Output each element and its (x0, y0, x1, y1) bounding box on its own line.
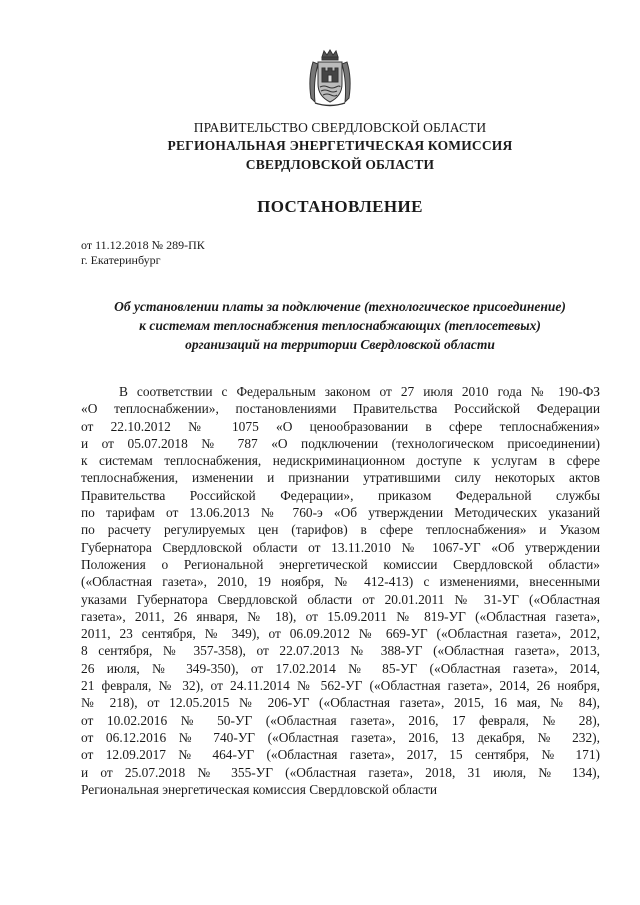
document-city: г. Екатеринбург (81, 253, 161, 267)
body-line: от 10.02.2016 № 50-УГ («Областная газета», 2016, 17 февраля, № 28), (81, 712, 600, 728)
coat-of-arms-icon (305, 48, 355, 108)
body-line: Региональная энергетическая комиссия Свердловской области (81, 781, 438, 797)
body-line: по тарифам от 13.06.2013 № 760-э «Об утверждении Методических указаний (81, 505, 600, 521)
body-line: Правительства Российской Федерации», приказом Федеральной службы (81, 487, 600, 503)
subject-line: к системам теплоснабжения теплоснабжающих (теплосетевых) (139, 318, 541, 333)
body-line: № 218), от 12.05.2015 № 206-УГ («Областная газета», 2015, 16 мая, № 84), (81, 695, 600, 711)
region-name: СВЕРДЛОВСКОЙ ОБЛАСТИ (245, 157, 435, 172)
body-line: теплоснабжения, изменении и признании утратившими силу некоторых актов (81, 470, 600, 486)
document-type-title: ПОСТАНОВЛЕНИЕ (257, 197, 423, 216)
body-line: 2011, 23 сентября, № 349), от 06.09.2012 № 669-УГ («Областная газета», 2012, (81, 626, 600, 642)
body-line: и от 25.07.2018 № 355-УГ («Областная газета», 2018, 31 июля, № 134), (81, 764, 600, 780)
body-line: («Областная газета», 2010, 19 ноября, № 412-413) с изменениями, внесенными (81, 574, 600, 590)
body-line: 8 сентября, № 357-358), от 22.07.2013 № 388-УГ («Областная газета», 2013, (81, 643, 600, 659)
organization-header (0, 119, 640, 174)
body-line: от 12.09.2017 № 464-УГ («Областная газета», 2017, 15 сентября, № 171) (81, 747, 600, 763)
subject-line: организаций на территории Свердловской области (185, 337, 495, 352)
government-name: ПРАВИТЕЛЬСТВО СВЕРДЛОВСКОЙ ОБЛАСТИ (193, 120, 487, 135)
body-line: газета», 2011, 26 января, № 18), от 15.09.2011 № 819-УГ («Областная газета», (81, 608, 600, 624)
body-line: по расчету регулируемых цен (тарифов) в сфере теплоснабжения» и Указом (81, 522, 600, 538)
commission-name: РЕГИОНАЛЬНАЯ ЭНЕРГЕТИЧЕСКАЯ КОМИССИЯ (167, 138, 513, 153)
body-line: 21 февраля, № 32), от 24.11.2014 № 562-УГ («Областная газета», 2014, 26 ноября, (81, 678, 600, 694)
body-line: Губернатора Свердловской области от 13.11.2010 № 1067-УГ «Об утверждении (81, 539, 600, 555)
body-line: Положения о Региональной энергетической комиссии Свердловской области» (81, 556, 600, 572)
body-line: от 22.10.2012 № 1075 «О ценообразовании в сфере теплоснабжения» (81, 418, 600, 434)
body-line: «О теплоснабжении», постановлениями Правительства Российской Федерации (81, 401, 600, 417)
document-meta (81, 238, 205, 268)
body-line: В соответствии с Федеральным законом от 27 июля 2010 года № 190-ФЗ (119, 384, 600, 399)
body-line: к системам теплоснабжения, недискриминационном доступе к услугам в сфере (81, 453, 600, 469)
body-line: и от 05.07.2018 № 787 «О подключении (технологическом присоединении) (81, 435, 600, 451)
body-line: 26 июля, № 349-350), от 17.02.2014 № 85-УГ («Областная газета», 2014, (81, 660, 600, 676)
body-line: указами Губернатора Свердловской области от 20.01.2011 № 31-УГ («Областная (81, 591, 600, 607)
document-date-number: от 11.12.2018 № 289-ПК (81, 238, 205, 252)
document-subject (60, 297, 620, 354)
body-line: от 06.12.2016 № 740-УГ («Областная газета», 2016, 13 декабря, № 232), (81, 729, 600, 745)
subject-line: Об установлении платы за подключение (технологическое присоединение) (114, 299, 566, 314)
document-body (81, 383, 600, 798)
